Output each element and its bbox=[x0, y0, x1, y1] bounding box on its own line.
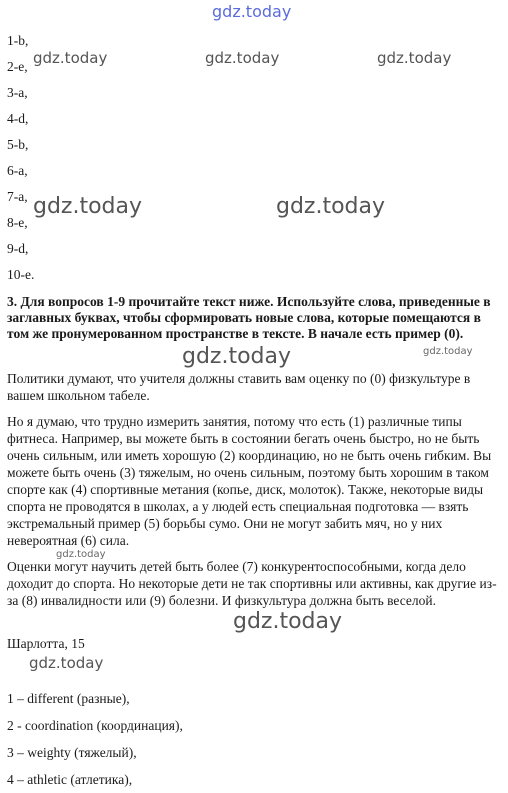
answer-item: 2-e, bbox=[7, 59, 28, 74]
answer-item: 5-b, bbox=[7, 137, 29, 152]
watermark: gdz.today bbox=[377, 49, 452, 67]
answer-item: 1-b, bbox=[7, 33, 29, 48]
answer-item: 4-d, bbox=[7, 111, 29, 126]
answer-item: 6-a, bbox=[7, 163, 28, 178]
text-paragraph: Оценки могут научить детей быть более (7) конкурентоспособными, когда дело доходит до спорта. Но некоторые дети не так спортивны или активны, как другие из-за (8) инвалидности или (9) болезни. И физкультура должна быть веселой. bbox=[7, 559, 497, 608]
watermark: gdz.today bbox=[233, 609, 343, 634]
answer-item: 2 - coordination (координация), bbox=[7, 718, 183, 733]
watermark: gdz.today bbox=[276, 194, 386, 219]
watermark: gdz.today bbox=[205, 49, 280, 67]
answer-item: 3 – weighty (тяжелый), bbox=[7, 745, 137, 760]
watermark: gdz.today bbox=[423, 346, 473, 357]
watermark: gdz.today bbox=[56, 549, 106, 560]
text-paragraph: Но я думаю, что трудно измерить занятия, потому что есть (1) различные типы фитнеса. Например, вы можете быть в состоянии бегать очень быстро, но не быть очень сильным, или иметь хорошую (2) координацию, но не быть очень гибким. Вы можете быть очень (3) тяжелым, но очень сильным, поэтому быть хорошим в таком спорте как (4) спортивные метания (копье, диск, молоток). Также, некоторые виды спорта не проводятся в школах, а у людей есть специальная подготовка — взять экстремальный пример (5) борьбы сумо. Они не могут забить мяч, но у них невероятная (6) сила. bbox=[7, 414, 492, 548]
answer-item: 9-d, bbox=[7, 241, 29, 256]
signature: Шарлотта, 15 bbox=[7, 636, 85, 651]
watermark: gdz.today bbox=[29, 654, 104, 672]
answer-item: 1 – different (разные), bbox=[7, 691, 130, 706]
watermark: gdz.today bbox=[182, 344, 292, 369]
answer-item: 8-e, bbox=[7, 215, 28, 230]
answer-item: 7-a, bbox=[7, 189, 28, 204]
answer-item: 10-e. bbox=[7, 267, 35, 282]
answer-item: 4 – athletic (атлетика), bbox=[7, 772, 133, 787]
text-paragraph: Политики думают, что учителя должны ставить вам оценку по (0) физкультуре в вашем школьном табеле. bbox=[7, 371, 471, 403]
watermark: gdz.today bbox=[33, 194, 143, 219]
task-heading: 3. Для вопросов 1-9 прочитайте текст ниже. Используйте слова, приведенные в заглавных буквах, чтобы сформировать новые слова, которые помещаются в том же пронумерованном пространстве в тексте. В начале есть пример (0). bbox=[7, 294, 491, 341]
watermark: gdz.today bbox=[33, 49, 108, 67]
answer-item: 3-a, bbox=[7, 85, 28, 100]
watermark: gdz.today bbox=[212, 2, 292, 21]
